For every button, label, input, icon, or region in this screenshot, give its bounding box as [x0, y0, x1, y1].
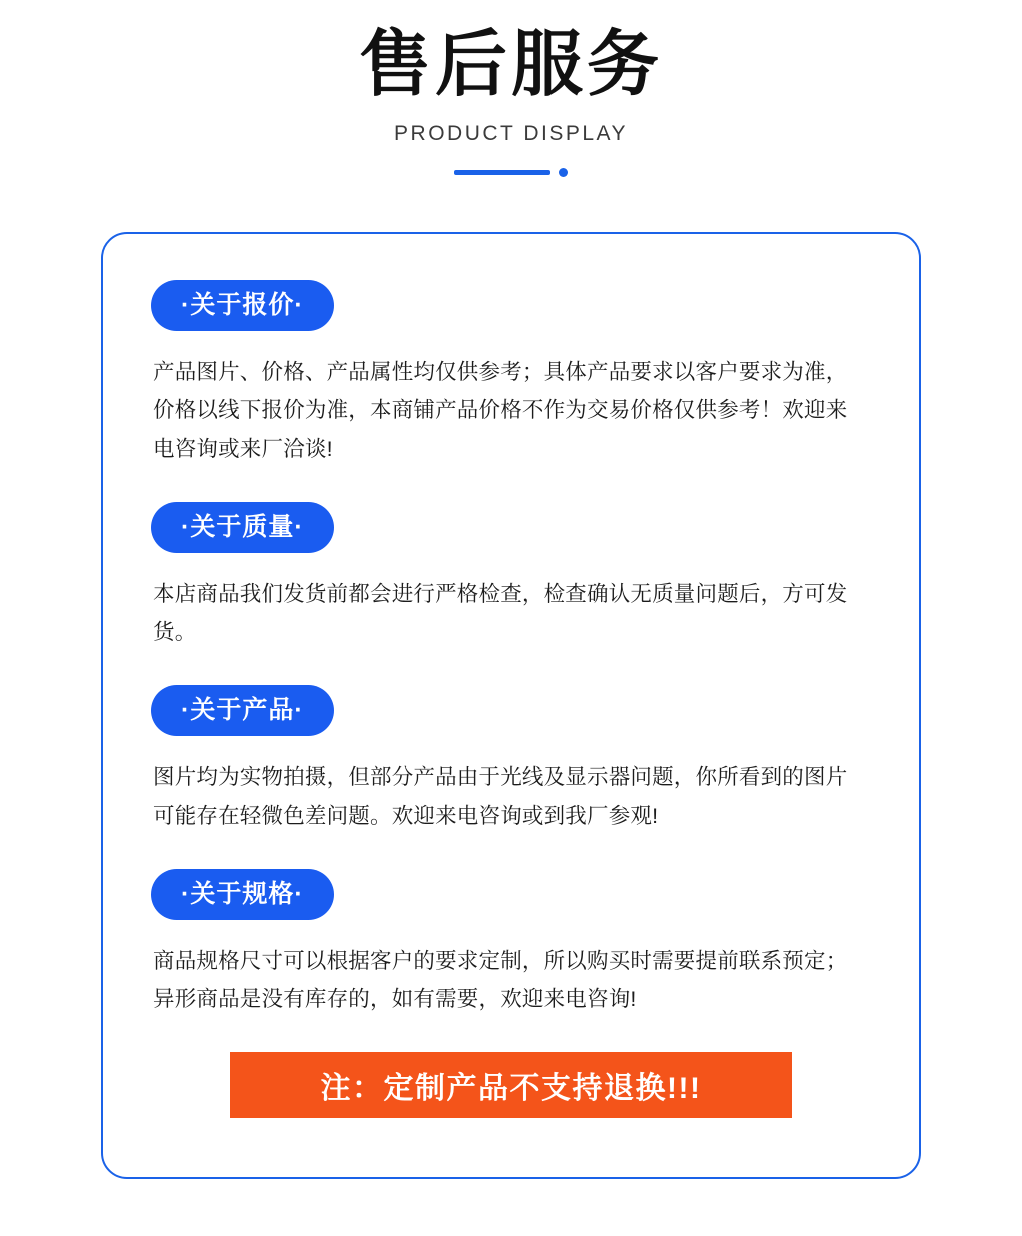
- section-body-text: 产品图片、价格、产品属性均仅供参考；具体产品要求以客户要求为准，价格以线下报价为准，本商铺产品价格不作为交易价格仅供参考！欢迎来电咨询或来厂洽谈!: [153, 360, 848, 461]
- section-quality: [151, 502, 871, 652]
- section-body-text: 图片均为实物拍摄，但部分产品由于光线及显示器问题，你所看到的图片可能存在轻微色差问题。欢迎来电咨询或到我厂参观!: [153, 765, 848, 828]
- section-heading-badge: ·关于报价·: [151, 280, 334, 331]
- divider-dot-icon: [559, 168, 568, 177]
- notice-text: 注：定制产品不支持退换!!!: [320, 1072, 702, 1106]
- section-heading-badge: ·关于规格·: [151, 869, 334, 920]
- notice-banner: [230, 1052, 792, 1118]
- divider-bar: [454, 170, 550, 175]
- header-divider: [0, 168, 1022, 177]
- section-heading-badge: ·关于质量·: [151, 502, 334, 553]
- section-body-text: 商品规格尺寸可以根据客户的要求定制，所以购买时需要提前联系预定；异形商品是没有库存的，如有需要，欢迎来电咨询!: [153, 948, 848, 1012]
- section-quotation: [151, 280, 871, 468]
- content-card: [101, 232, 921, 1179]
- page-header: [0, 0, 1022, 177]
- section-product: [151, 685, 871, 835]
- section-heading-badge: ·关于产品·: [151, 685, 334, 736]
- page-title: 售后服务: [358, 25, 663, 105]
- page-subtitle: PRODUCT DISPLAY: [394, 121, 628, 145]
- section-body-text: 本店商品我们发货前都会进行严格检查，检查确认无质量问题后，方可发货。: [153, 581, 848, 645]
- section-specification: [151, 869, 871, 1019]
